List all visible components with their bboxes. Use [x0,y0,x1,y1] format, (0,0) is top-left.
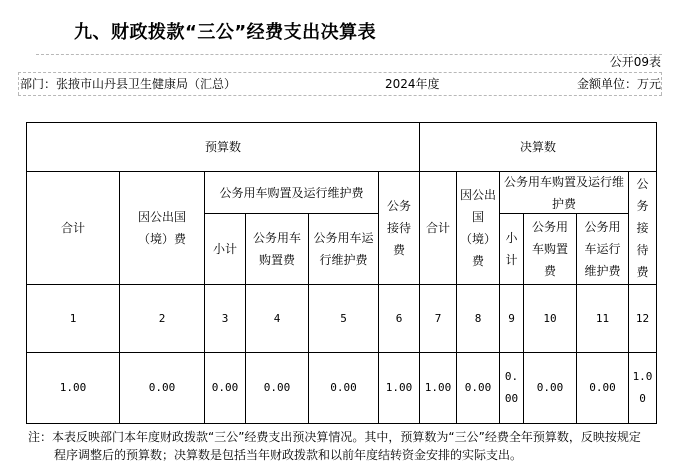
column-number: 11 [576,284,629,353]
meta-right-border [661,72,662,95]
amount-unit: 金额单位：万元 [576,77,661,91]
column-number: 8 [456,284,500,353]
budget-vehicle-purchase-value: 0.00 [245,352,309,424]
column-number: 1 [26,284,120,353]
final-abroad-value: 0.00 [456,352,500,424]
page-title: 九、财政拨款“三公”经费支出决算表 [74,22,377,43]
column-number: 9 [499,284,524,353]
final-total-header: 合计 [419,171,457,285]
budget-vehicle-operation-value: 0.00 [308,352,379,424]
final-header: 决算数 [419,122,657,172]
final-vehicle-purchase-value: 0.00 [523,352,577,424]
final-vehicle-operation-header: 公务用车运行维护费 [576,213,629,285]
final-reception-value: 1.00 [628,352,657,424]
final-subtotal-header: 小计 [499,213,524,285]
final-reception-header: 公务接待费 [628,171,657,285]
column-number: 12 [628,284,657,353]
column-number: 5 [308,284,379,353]
footnote-line-2: 程序调整后的预算数；决算数是包括当年财政拨款和以前年度结转资金安排的实际支出。 [54,448,523,462]
meta-bottom-divider [18,95,662,96]
column-number: 3 [204,284,246,353]
budget-vehicle-group-header: 公务用车购置及运行维护费 [204,171,379,214]
budget-abroad-value: 0.00 [119,352,205,424]
budget-vehicle-operation-header: 公务用车运行维护费 [308,213,379,285]
budget-subtotal-value: 0.00 [204,352,246,424]
final-vehicle-purchase-header: 公务用车购置费 [523,213,577,285]
final-vehicle-operation-value: 0.00 [576,352,629,424]
budget-subtotal-header: 小计 [204,213,246,285]
final-vehicle-group-header: 公务用车购置及运行维护费 [499,171,629,214]
department-label: 部门：张掖市山丹县卫生健康局（汇总） [20,77,237,91]
final-abroad-header: 因公出国（境）费 [456,171,500,285]
footnote-line-1: 注：本表反映部门本年度财政拨款“三公”经费支出预决算情况。其中，预算数为“三公”经费全年预算数，反映按规定 [28,430,641,444]
budget-vehicle-purchase-header: 公务用车购置费 [245,213,309,285]
column-number: 4 [245,284,309,353]
final-subtotal-value: 0.00 [499,352,524,424]
column-number: 2 [119,284,205,353]
budget-reception-value: 1.00 [378,352,420,424]
column-number: 6 [378,284,420,353]
final-total-value: 1.00 [419,352,457,424]
fiscal-year: 2024年度 [385,77,440,91]
column-number: 7 [419,284,457,353]
column-number: 10 [523,284,577,353]
meta-left-border [18,72,19,95]
budget-total-value: 1.00 [26,352,120,424]
budget-abroad-header: 因公出国（境）费 [119,171,205,285]
budget-header: 预算数 [26,122,420,172]
budget-reception-header: 公务接待费 [378,171,420,285]
form-number: 公开09表 [609,55,661,69]
table-footnote [28,428,664,464]
header-divider [36,54,662,55]
budget-total-header: 合计 [26,171,120,285]
